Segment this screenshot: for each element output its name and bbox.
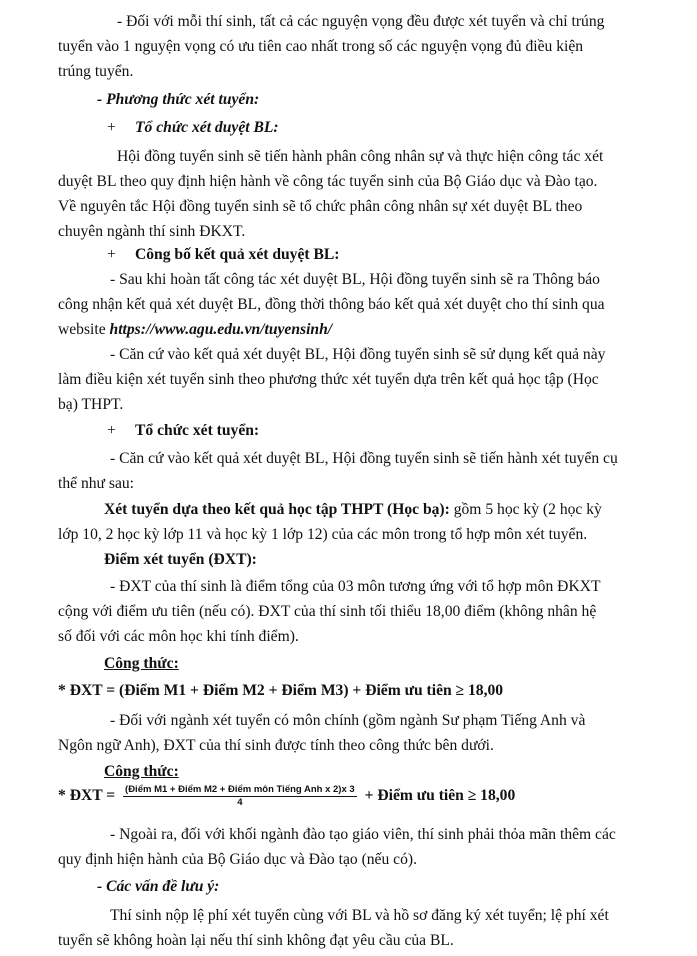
- formula-label: Công thức:: [104, 655, 179, 672]
- formula-1: * ĐXT = (Điểm M1 + Điểm M2 + Điểm M3) + Điểm ưu tiên ≥ 18,00: [58, 682, 504, 699]
- paragraph-line: cộng với điểm ưu tiên (nếu có). ĐXT của thí sinh tối thiểu 18,00 điểm (không nhân hệ: [58, 603, 597, 620]
- formula-2-suffix: + Điểm ưu tiên ≥ 18,00: [364, 787, 516, 805]
- paragraph-line: - Đối với mỗi thí sinh, tất cả các nguyện vọng đều được xét tuyển và chỉ trúng: [117, 13, 605, 30]
- paragraph-line: trúng tuyển.: [58, 63, 134, 80]
- formula-2: [58, 784, 515, 809]
- paragraph-line: quy định hiện hành của Bộ Giáo dục và Đào tạo (nếu có).: [58, 851, 417, 868]
- formula-2-prefix: * ĐXT =: [58, 787, 116, 805]
- hocba-heading: Xét tuyển dựa theo kết quả học tập THPT (Học bạ):: [104, 501, 450, 518]
- paragraph-line: [58, 320, 332, 340]
- formula-label: Công thức:: [104, 763, 179, 780]
- paragraph-line: Ngôn ngữ Anh), ĐXT của thí sinh được tính theo công thức bên dưới.: [58, 737, 494, 754]
- paragraph-line: Hội đồng tuyển sinh sẽ tiến hành phân công nhân sự và thực hiện công tác xét: [117, 148, 604, 165]
- paragraph-line: duyệt BL theo quy định hiện hành về công tác tuyển sinh của Bộ Giáo dục và Đào tạo.: [58, 173, 598, 190]
- paragraph-line: - Sau khi hoàn tất công tác xét duyệt BL, Hội đồng tuyển sinh sẽ ra Thông báo: [110, 271, 600, 288]
- paragraph-line: - Căn cứ vào kết quả xét duyệt BL, Hội đồng tuyển sinh sẽ tiến hành xét tuyển cụ: [110, 450, 618, 467]
- plus-bullet-icon: +: [107, 422, 116, 439]
- section-heading: [107, 245, 339, 265]
- paragraph-line: lớp 10, 2 học kỳ lớp 11 và học kỳ 1 lớp 12) của các môn trong tổ hợp môn xét tuyển.: [58, 526, 588, 543]
- paragraph-line: tuyển sẽ không hoàn lại nếu thí sinh không đạt yêu cầu của BL.: [58, 932, 454, 949]
- paragraph-line: - Căn cứ vào kết quả xét duyệt BL, Hội đồng tuyển sinh sẽ sử dụng kết quả này: [110, 346, 606, 363]
- notes-heading: - Các vấn đề lưu ý:: [97, 878, 220, 895]
- section-heading-text: Tổ chức xét tuyển:: [135, 422, 260, 439]
- formula-2-fraction: [123, 784, 357, 809]
- paragraph-line: Về nguyên tắc Hội đồng tuyển sinh sẽ tổ chức phân công nhân sự xét duyệt BL theo: [58, 198, 583, 215]
- paragraph-line: số đối với các môn học khi tính điểm).: [58, 628, 299, 645]
- paragraph-line: thể như sau:: [58, 475, 135, 492]
- fraction-numerator: (Điểm M1 + Điểm M2 + Điểm môn Tiếng Anh x 2)x 3: [125, 784, 355, 795]
- plus-bullet-icon: +: [107, 246, 116, 263]
- section-heading: [107, 421, 259, 441]
- dxt-heading: Điểm xét tuyển (ĐXT):: [104, 551, 257, 568]
- paragraph-line: Thí sinh nộp lệ phí xét tuyển cùng với BL và hồ sơ đăng ký xét tuyển; lệ phí xét: [110, 907, 609, 924]
- website-prefix: website: [58, 321, 106, 338]
- fraction-denominator: 4: [237, 797, 243, 808]
- section-heading: [107, 118, 279, 138]
- section-heading-text: Công bố kết quả xét duyệt BL:: [135, 246, 340, 263]
- paragraph-line: - Đối với ngành xét tuyển có môn chính (gồm ngành Sư phạm Tiếng Anh và: [110, 712, 586, 729]
- plus-bullet-icon: +: [107, 119, 116, 136]
- paragraph-line: công nhận kết quả xét duyệt BL, đồng thời thông báo kết quả xét duyệt cho thí sinh qua: [58, 296, 605, 313]
- paragraph-line: tuyển vào 1 nguyện vọng có ưu tiên cao nhất trong số các nguyện vọng đủ điều kiện: [58, 38, 584, 55]
- paragraph-line: - Ngoài ra, đối với khối ngành đào tạo giáo viên, thí sinh phải thỏa mãn thêm các: [110, 826, 616, 843]
- section-heading-text: Tổ chức xét duyệt BL:: [135, 119, 279, 136]
- paragraph-line: - ĐXT của thí sinh là điểm tổng của 03 môn tương ứng với tổ hợp môn ĐKXT: [110, 578, 601, 595]
- hocba-text: gồm 5 học kỳ (2 học kỳ: [453, 501, 602, 518]
- paragraph-line: [104, 500, 602, 520]
- paragraph-line: chuyên ngành thí sinh ĐKXT.: [58, 223, 246, 240]
- paragraph-line: làm điều kiện xét tuyển sinh theo phương thức xét tuyển dựa trên kết quả học tập (Học: [58, 371, 599, 388]
- method-heading: - Phương thức xét tuyển:: [97, 91, 260, 108]
- paragraph-line: bạ) THPT.: [58, 396, 124, 413]
- website-link[interactable]: https://www.agu.edu.vn/tuyensinh/: [109, 321, 333, 338]
